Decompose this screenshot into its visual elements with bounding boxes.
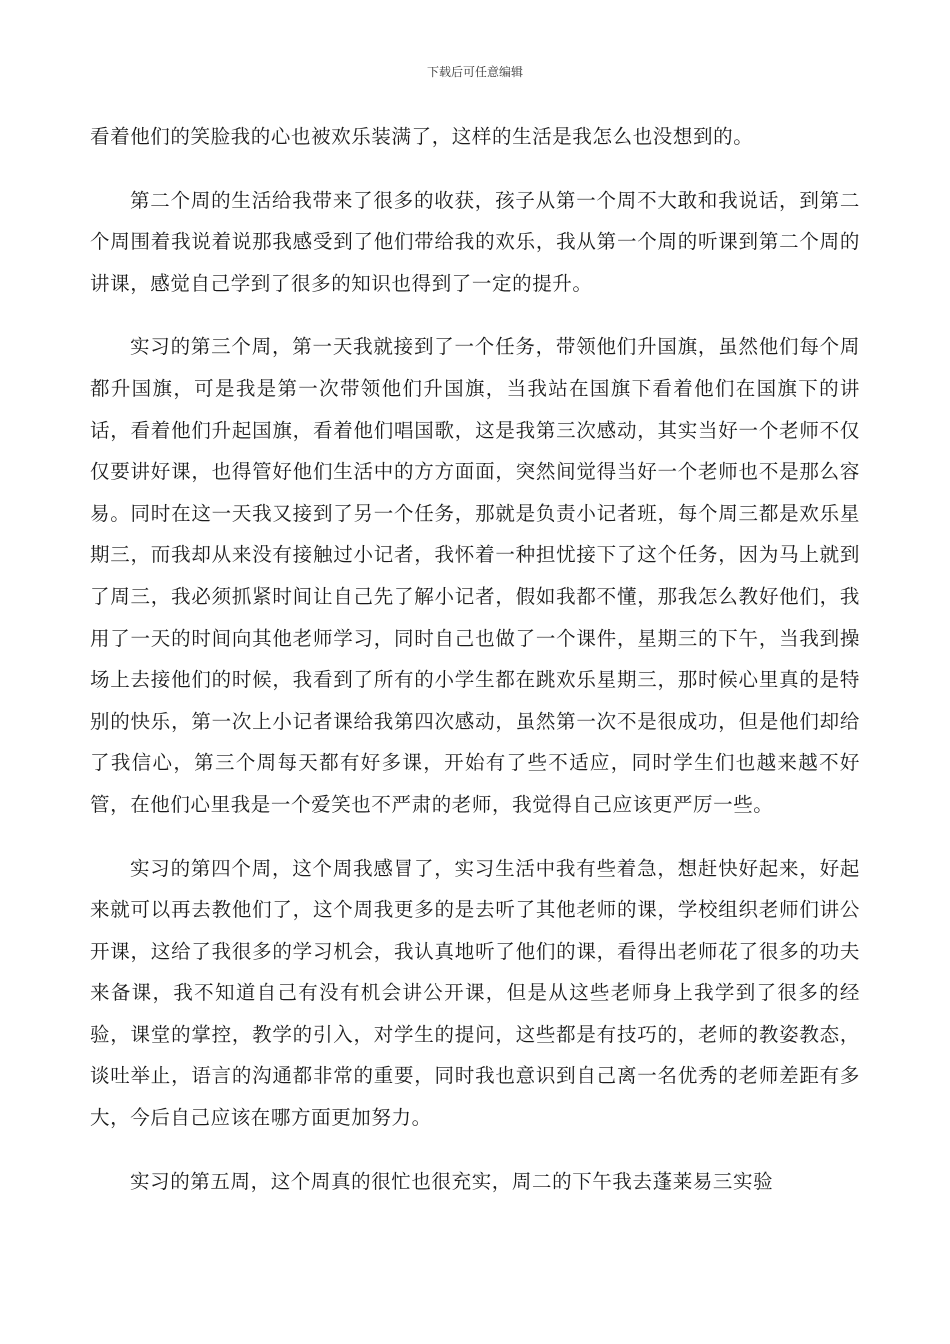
paragraph: 实习的第五周，这个周真的很忙也很充实，周二的下午我去蓬莱易三实验 — [130, 1169, 774, 1193]
document-body — [90, 116, 860, 1202]
paragraph: 看着他们的笑脸我的心也被欢乐装满了，这样的生活是我怎么也没想到的。 — [90, 125, 754, 148]
paragraph: 第二个周的生活给我带来了很多的收获，孩子从第一个周不大敢和我说话，到第二个周围着我说着说那我感受到了他们带给我的欢乐，我从第一个周的听课到第二个周的讲课，感觉自己学到了很多的知识也得到了一定的提升。 — [90, 188, 860, 295]
page-header: 下载后可任意编辑 — [426, 65, 523, 79]
paragraph: 实习的第三个周，第一天我就接到了一个任务，带领他们升国旗，虽然他们每个周都升国旗，可是我是第一次带领他们升国旗，当我站在国旗下看着他们在国旗下的讲话，看着他们升起国旗，看着他们唱国歌，这是我第三次感动，其实当好一个老师不仅仅要讲好课，也得管好他们生活中的方方面面，突然间觉得当好一个老师也不是那么容易。同时在这一天我又接到了另一个任务，那就是负责小记者班，每个周三都是欢乐星期三，而我却从来没有接触过小记者，我怀着一种担忧接下了这个任务，因为马上就到了周三，我必须抓紧时间让自己先了解小记者，假如我都不懂，那我怎么教好他们，我用了一天的时间向其他老师学习，同时自己也做了一个课件，星期三的下午，当我到操场上去接他们的时候，我看到了所有的小学生都在跳欢乐星期三，那时候心里真的是特别的快乐，第一次上小记者课给我第四次感动，虽然第一次不是很成功，但是他们却给了我信心，第三个周每天都有好多课，开始有了些不适应，同时学生们也越来越不好管，在他们心里我是一个爱笑也不严肃的老师，我觉得自己应该更严厉一些。 — [90, 335, 860, 816]
paragraph: 实习的第四个周，这个周我感冒了，实习生活中我有些着急，想赶快好起来，好起来就可以再去教他们了，这个周我更多的是去听了其他老师的课，学校组织老师们讲公开课，这给了我很多的学习机会，我认真地听了他们的课，看得出老师花了很多的功夫来备课，我不知道自己有没有机会讲公开课，但是从这些老师身上我学到了很多的经验，课堂的掌控，教学的引入，对学生的提问，这些都是有技巧的，老师的教姿教态，谈吐举止，语言的沟通都非常的重要，同时我也意识到自己离一名优秀的老师差距有多大，今后自己应该在哪方面更加努力。 — [90, 856, 860, 1130]
